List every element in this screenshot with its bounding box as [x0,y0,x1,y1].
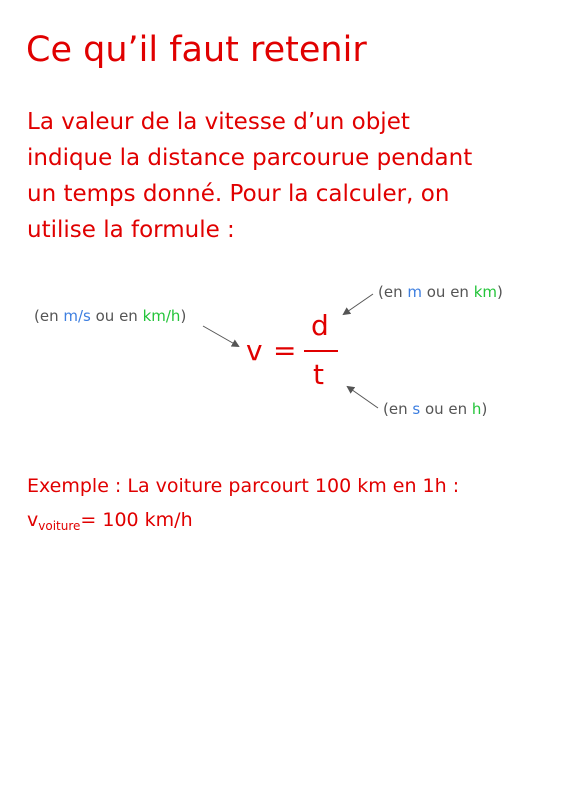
formula-speed-symbol: v [246,334,263,367]
example-sentence: Exemple : La voiture parcourt 100 km en 1h : [27,475,460,497]
formula-denominator-time: t [313,358,324,391]
distance-unit-note [378,282,503,302]
distance-note-arrow [344,294,373,314]
speed-note-suffix: ) [180,307,187,325]
distance-note-middle: ou en [421,283,474,301]
distance-unit-km: km [473,283,498,301]
speed-unit-note [34,306,186,326]
intro-line-4: utilise la formule : [27,217,235,243]
speed-unit-kmh: km/h [142,307,181,325]
time-unit-note [383,399,487,419]
time-note-middle: ou en [420,400,472,418]
intro-paragraph [27,104,547,248]
time-unit-s: s [412,400,421,418]
formula-fraction-bar [304,350,338,352]
speed-unit-ms: m/s [63,307,91,325]
time-note-suffix: ) [481,400,488,418]
distance-unit-m: m [407,283,422,301]
distance-note-prefix: (en [378,283,408,301]
result-speed-symbol: v [27,509,39,531]
intro-line-3: un temps donné. Pour la calculer, on [27,181,450,207]
time-note-arrow [348,387,378,408]
page-title: Ce qu’il faut retenir [26,30,367,70]
time-note-prefix: (en [383,400,413,418]
speed-note-prefix: (en [34,307,64,325]
formula-numerator-distance: d [311,309,329,342]
distance-note-suffix: ) [497,283,503,301]
intro-line-1: La valeur de la vitesse d’un objet [27,109,410,135]
intro-line-2: indique la distance parcourue pendant [27,145,473,171]
formula-equals-sign: = [273,334,297,367]
example-result [27,506,193,540]
speed-note-middle: ou en [90,307,143,325]
result-subscript: voiture [38,519,81,533]
speed-note-arrow [203,326,238,346]
result-value: = 100 km/h [80,509,193,531]
time-unit-h: h [471,400,482,418]
